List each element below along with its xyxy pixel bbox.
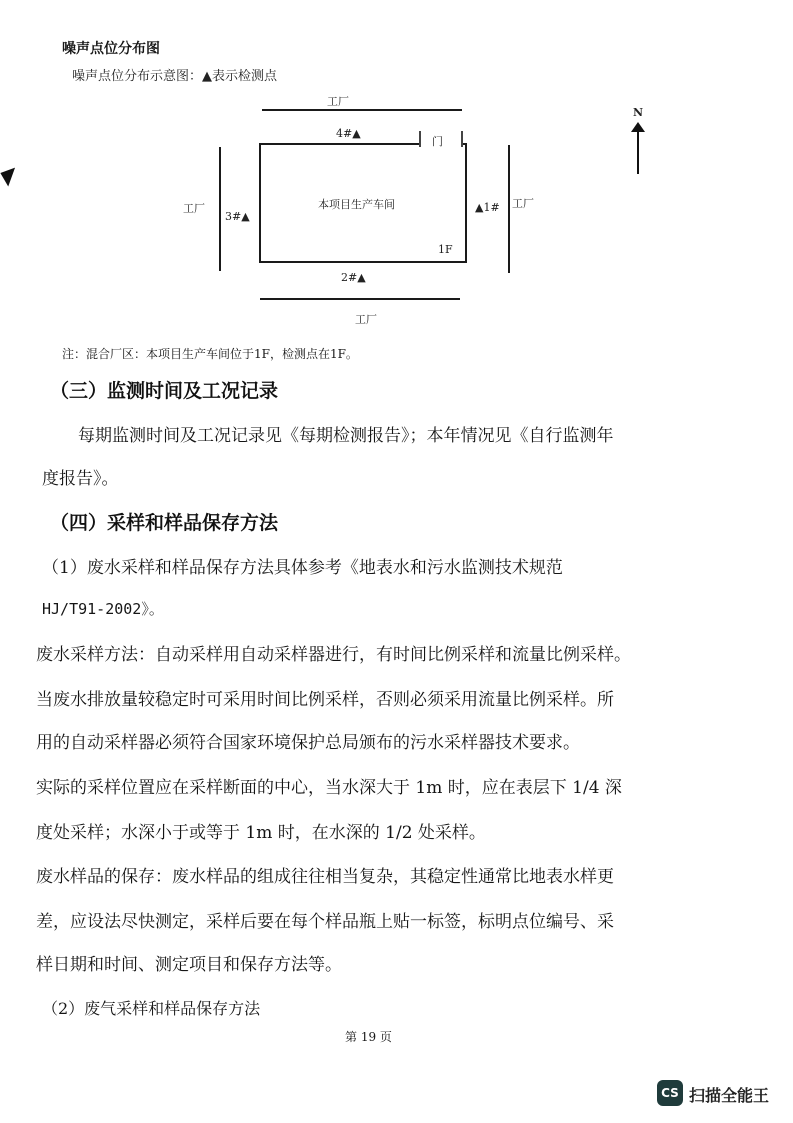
- diagram-note: 注：混合厂区：本项目生产车间位于1F，检测点在1F。: [62, 347, 358, 361]
- section4-title: （四）采样和样品保存方法: [50, 512, 279, 534]
- method-line3: 用的自动采样器必须符合国家环境保护总局颁布的污水采样器技术要求。: [36, 733, 580, 753]
- factory-line-top: [262, 109, 462, 111]
- camscanner-app-name: 扫描全能王: [689, 1086, 770, 1105]
- scan-edge-mark: [0, 164, 15, 187]
- point-3: 3#▲: [225, 210, 250, 223]
- section3-para-line2: 度报告》。: [42, 469, 119, 489]
- door-label: 门: [432, 135, 443, 148]
- section3-para-line1: 每期监测时间及工况记录见《每期检测报告》；本年情况见《自行监测年: [78, 426, 614, 446]
- red-seal-stamp: [770, 575, 793, 725]
- factory-line-left: [219, 147, 221, 271]
- method-line2: 当废水排放量较稳定时可采用时间比例采样，否则必须采用流量比例采样。所: [36, 690, 614, 710]
- factory-label-right: 工厂: [512, 197, 534, 210]
- section3-title: （三）监测时间及工况记录: [50, 380, 279, 402]
- factory-label-bottom: 工厂: [355, 313, 377, 326]
- position-line1: 实际的采样位置应在采样断面的中心，当水深大于 1m 时，应在表层下 1/4 深: [36, 778, 622, 798]
- section4-item1-line1: （1）废水采样和样品保存方法具体参考《地表水和污水监测技术规范: [42, 558, 563, 578]
- point-1: ▲1#: [475, 201, 500, 214]
- point-2: 2#▲: [341, 271, 366, 284]
- storage-line2: 差，应设法尽快测定，采样后要在每个样品瓶上贴一标签，标明点位编号、采: [36, 912, 614, 932]
- factory-label-top: 工厂: [327, 95, 349, 108]
- factory-line-bottom: [260, 298, 460, 300]
- north-arrow-icon: [637, 130, 639, 174]
- page-number: 第 19 页: [345, 1030, 392, 1044]
- point-4: 4#▲: [336, 127, 361, 140]
- storage-line3: 样日期和时间、测定项目和保存方法等。: [36, 955, 342, 975]
- diagram-legend: 噪声点位分布示意图：▲表示检测点: [72, 69, 277, 84]
- camscanner-logo-icon: CS: [657, 1080, 683, 1106]
- section4-item2: （2）废气采样和样品保存方法: [42, 999, 261, 1018]
- door-post-left: [419, 131, 421, 147]
- storage-line1: 废水样品的保存：废水样品的组成往往相当复杂，其稳定性通常比地表水样更: [36, 867, 614, 887]
- method-line1: 废水采样方法：自动采样用自动采样器进行，有时间比例采样和流量比例采样。: [36, 645, 631, 665]
- workshop-label: 本项目生产车间: [318, 198, 395, 211]
- door-post-right: [461, 131, 463, 147]
- position-line2: 度处采样；水深小于或等于 1m 时，在水深的 1/2 处采样。: [36, 823, 486, 843]
- section4-item1-line2: HJ/T91-2002》。: [42, 600, 164, 618]
- factory-line-right: [508, 145, 510, 273]
- north-label: N: [633, 106, 644, 119]
- factory-label-left: 工厂: [183, 202, 205, 215]
- diagram-heading: 噪声点位分布图: [62, 41, 160, 57]
- floor-label: 1F: [438, 243, 453, 256]
